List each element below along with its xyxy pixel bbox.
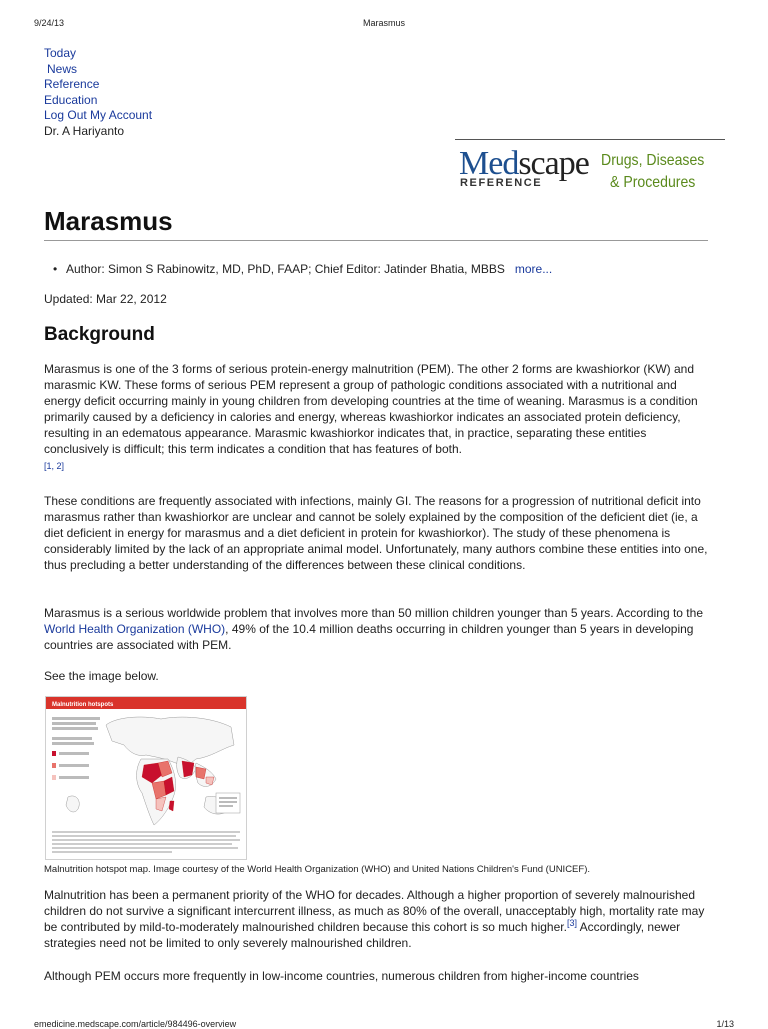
paragraph-4-text-a: Malnutrition has been a permanent priority of the WHO for decades. Although a higher proportion of severely malnourished children do not survive a significant intercurrent illness, as much as 80% of the overall, unacceptably high, mortality rate may be contributed by mild-to-moderately malnourished children because this cohort is so much higher. bbox=[44, 888, 705, 934]
see-image-text: See the image below. bbox=[44, 669, 159, 683]
paragraph-4 bbox=[44, 887, 710, 951]
paragraph-2-text: These conditions are frequently associated with infections, mainly GI. The reasons for a progression of nutritional deficit into marasmus rather than kwashiorkor are unclear and cannot be solely explained by the composition of the deficient diet (ie, a diet deficient in energy for marasmus and a diet deficient in protein for kwashiorkor). The study of these phenomena is considerably limited by the lack of an appropriate animal model. Unfortunately, many authors combine these entities into one, thus precluding a better understanding of the differences between these clinical conditions. bbox=[44, 494, 708, 572]
user-name: Dr. A Hariyanto bbox=[44, 123, 125, 138]
logo-med: Med bbox=[459, 145, 519, 182]
nav-news-link[interactable]: News bbox=[47, 61, 78, 76]
map-banner-title: Malnutrition hotspots bbox=[52, 702, 114, 708]
nav-reference-link[interactable]: Reference bbox=[44, 77, 100, 91]
bullet-icon: • bbox=[53, 262, 58, 276]
paragraph-5-text: Although PEM occurs more frequently in low-income countries, numerous children from higher-income countries bbox=[44, 969, 639, 983]
author-line bbox=[53, 262, 553, 276]
map-inset-box bbox=[216, 793, 240, 813]
top-navigation bbox=[44, 46, 152, 139]
updated-date: Updated: Mar 22, 2012 bbox=[44, 292, 167, 306]
logo-tagline-line1: Drugs, Diseases bbox=[601, 152, 705, 169]
page-number: 1/13 bbox=[716, 1019, 734, 1029]
print-title: Marasmus bbox=[362, 18, 405, 28]
logo-scape: scape bbox=[518, 145, 589, 182]
author-text: Author: Simon S Rabinowitz, MD, PhD, FAAP; Chief Editor: Jatinder Bhatia, MBBS bbox=[66, 262, 505, 276]
citation-1-2-link[interactable]: [1, 2] bbox=[44, 461, 65, 471]
page-url: emedicine.medscape.com/article/984496-overview bbox=[34, 1019, 237, 1029]
brand-divider bbox=[455, 139, 725, 140]
world-map-graphic bbox=[46, 697, 246, 859]
see-image-note bbox=[44, 668, 710, 684]
logo-tagline bbox=[599, 150, 706, 194]
section-heading-background: Background bbox=[44, 324, 155, 345]
title-divider bbox=[44, 240, 708, 241]
logo-tagline-line2: & Procedures bbox=[610, 174, 696, 191]
print-date: 9/24/13 bbox=[34, 18, 65, 28]
citation-3-link[interactable]: [3] bbox=[566, 918, 577, 928]
paragraph-3-text-a: Marasmus is a serious worldwide problem that involves more than 50 million children younger than 5 years. According to the bbox=[44, 606, 703, 620]
paragraph-2 bbox=[44, 493, 710, 573]
print-header bbox=[34, 18, 734, 32]
paragraph-1-text: Marasmus is one of the 3 forms of serious protein-energy malnutrition (PEM). The other 2 forms are kwashiorkor (KW) and marasmic KW. These forms of serious PEM represent a group of pathologic conditions associated with a nutritional and energy deficit occurring mainly in young children from developing countries at the time of weaning. Marasmus is a condition primarily caused by a deficiency in calories and energy, whereas kwashiorkor indicates an associated protein deficiency, resulting in an edematous appearance. Marasmic kwashiorkor indicates that, in practice, separating these entities conclusively is difficult; this term indicates a condition that has features of both. bbox=[44, 362, 698, 456]
figure-caption: Malnutrition hotspot map. Image courtesy of the World Health Organization (WHO) and United Nations Children's Fund (UNICEF). bbox=[44, 864, 591, 875]
paragraph-1 bbox=[44, 361, 710, 474]
map-legend bbox=[52, 717, 100, 780]
paragraph-3 bbox=[44, 605, 710, 653]
nav-today-link[interactable]: Today bbox=[44, 46, 77, 60]
nav-account-link[interactable]: Log Out My Account bbox=[44, 108, 153, 122]
paragraph-5 bbox=[44, 968, 710, 984]
map-footnotes bbox=[52, 831, 240, 853]
medscape-logo[interactable] bbox=[459, 146, 739, 194]
author-more-link[interactable]: more... bbox=[514, 262, 553, 276]
article-title: Marasmus bbox=[44, 206, 173, 236]
nav-education-link[interactable]: Education bbox=[44, 92, 98, 107]
paragraph-3-text-b: , 49% of the 10.4 million deaths occurring in children younger than 5 years in developing countries are associated with PEM. bbox=[44, 622, 694, 652]
logo-reference: REFERENCE bbox=[460, 177, 543, 189]
paragraph-4-text-b: Accordingly, newer strategies need not be limited to only severely malnourished children. bbox=[44, 920, 681, 950]
who-link[interactable]: World Health Organization (WHO) bbox=[44, 622, 226, 636]
malnutrition-hotspot-map[interactable] bbox=[45, 696, 247, 860]
